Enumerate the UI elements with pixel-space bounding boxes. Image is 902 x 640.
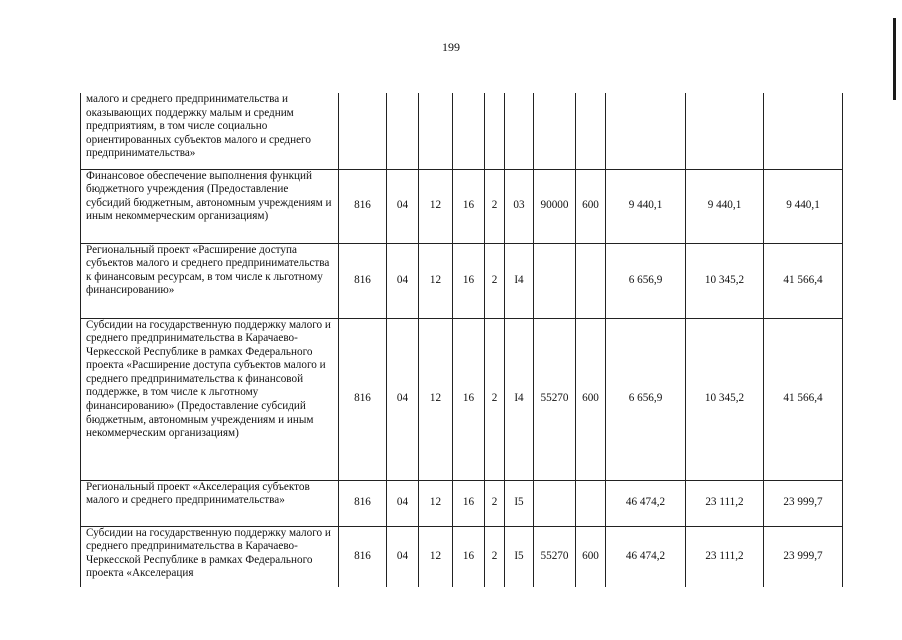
cell-event: I5 (505, 480, 534, 526)
cell-section: 04 (387, 526, 419, 587)
cell-event: I4 (505, 318, 534, 480)
cell-event: I5 (505, 526, 534, 587)
row-description: Субсидии на государственную поддержку малого и среднего предпринимательства в Карачаево-Черкесской Республике в рамках Федерального проекта «Расширение доступа субъектов малого и среднего предпринимательства к финансовой поддержке, в том числе к льготному финансированию» (Предоставление субсидий бюджетным, автономным учреждениям и иным некоммерческим организациям) (81, 318, 339, 480)
cell-subprogram: 2 (485, 318, 505, 480)
cell-expense-type (576, 93, 606, 169)
cell-amount-2 (686, 93, 764, 169)
cell-subsection: 12 (419, 243, 453, 318)
table-row (81, 243, 843, 318)
cell-amount-1: 6 656,9 (606, 243, 686, 318)
cell-program: 16 (453, 318, 485, 480)
table-row (81, 318, 843, 480)
cell-ministry: 816 (339, 480, 387, 526)
table-row (81, 480, 843, 526)
cell-expense-type: 600 (576, 526, 606, 587)
cell-section: 04 (387, 243, 419, 318)
table-row (81, 93, 843, 169)
cell-ministry: 816 (339, 169, 387, 243)
cell-program (453, 93, 485, 169)
cell-direction (534, 243, 576, 318)
cell-amount-3: 41 566,4 (764, 318, 843, 480)
cell-subprogram: 2 (485, 169, 505, 243)
cell-amount-1 (606, 93, 686, 169)
cell-ministry: 816 (339, 526, 387, 587)
cell-section: 04 (387, 318, 419, 480)
cell-expense-type: 600 (576, 169, 606, 243)
cell-program: 16 (453, 169, 485, 243)
cell-direction: 55270 (534, 526, 576, 587)
cell-subsection: 12 (419, 526, 453, 587)
cell-direction: 55270 (534, 318, 576, 480)
cell-expense-type (576, 243, 606, 318)
cell-ministry: 816 (339, 243, 387, 318)
cell-amount-3: 41 566,4 (764, 243, 843, 318)
cell-ministry: 816 (339, 318, 387, 480)
cell-subprogram: 2 (485, 526, 505, 587)
cell-amount-3 (764, 93, 843, 169)
row-description: Субсидии на государственную поддержку малого и среднего предпринимательства в Карачаево-Черкесской Республике в рамках Федерального проекта «Акселерация (81, 526, 339, 587)
row-description: малого и среднего предпринимательства и оказывающих поддержку малым и средним предприятиям, в том числе социально ориентированных субъектов малого и среднего предпринимательства» (81, 93, 339, 169)
cell-amount-2: 10 345,2 (686, 243, 764, 318)
row-description: Региональный проект «Акселерация субъектов малого и среднего предпринимательства» (81, 480, 339, 526)
cell-subsection: 12 (419, 480, 453, 526)
cell-amount-3: 23 999,7 (764, 526, 843, 587)
cell-section: 04 (387, 169, 419, 243)
cell-amount-2: 10 345,2 (686, 318, 764, 480)
margin-bar (893, 18, 896, 100)
cell-program: 16 (453, 243, 485, 318)
cell-program: 16 (453, 526, 485, 587)
cell-subsection (419, 93, 453, 169)
cell-subsection: 12 (419, 169, 453, 243)
cell-amount-1: 46 474,2 (606, 480, 686, 526)
cell-program: 16 (453, 480, 485, 526)
cell-event: 03 (505, 169, 534, 243)
cell-subprogram (485, 93, 505, 169)
table-row (81, 169, 843, 243)
budget-table (80, 93, 843, 587)
cell-amount-1: 9 440,1 (606, 169, 686, 243)
cell-amount-1: 6 656,9 (606, 318, 686, 480)
cell-direction: 90000 (534, 169, 576, 243)
cell-event (505, 93, 534, 169)
cell-expense-type: 600 (576, 318, 606, 480)
cell-ministry (339, 93, 387, 169)
cell-subprogram: 2 (485, 243, 505, 318)
cell-amount-2: 9 440,1 (686, 169, 764, 243)
cell-direction (534, 480, 576, 526)
cell-amount-1: 46 474,2 (606, 526, 686, 587)
cell-amount-2: 23 111,2 (686, 480, 764, 526)
cell-amount-3: 23 999,7 (764, 480, 843, 526)
table-row (81, 526, 843, 587)
cell-amount-2: 23 111,2 (686, 526, 764, 587)
cell-subsection: 12 (419, 318, 453, 480)
cell-direction (534, 93, 576, 169)
row-description: Финансовое обеспечение выполнения функций бюджетного учреждения (Предоставление субсидий бюджетным, автономным учреждениям и иным некоммерческим организациям) (81, 169, 339, 243)
cell-section: 04 (387, 480, 419, 526)
cell-expense-type (576, 480, 606, 526)
row-description: Региональный проект «Расширение доступа субъектов малого и среднего предпринимательства к финансовым ресурсам, в том числе к льготному финансированию» (81, 243, 339, 318)
cell-amount-3: 9 440,1 (764, 169, 843, 243)
cell-event: I4 (505, 243, 534, 318)
cell-subprogram: 2 (485, 480, 505, 526)
cell-section (387, 93, 419, 169)
page-number: 199 (442, 40, 460, 54)
